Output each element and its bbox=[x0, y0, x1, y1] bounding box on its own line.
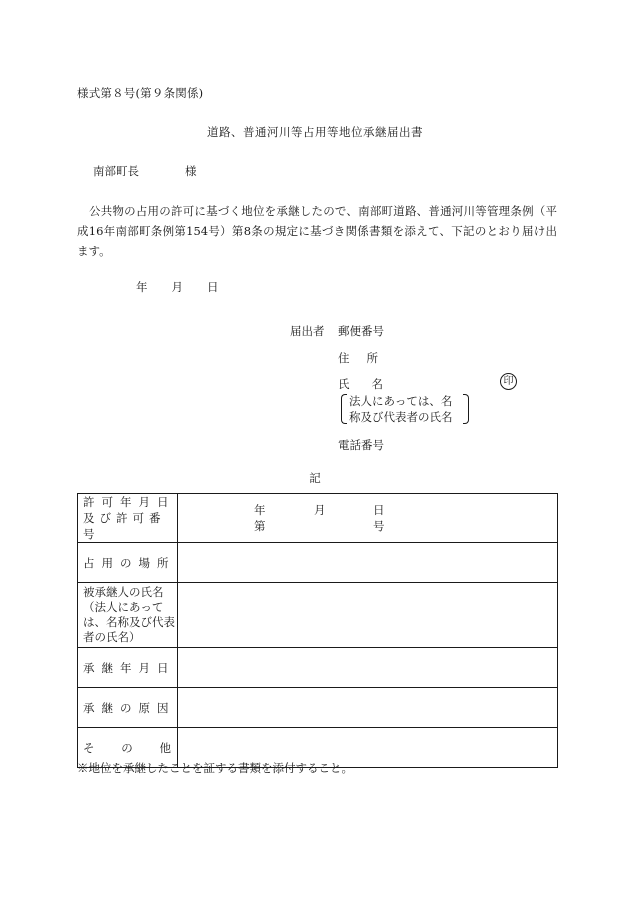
other-label: そ の 他 bbox=[78, 728, 178, 768]
details-table bbox=[77, 493, 558, 768]
occupancy-location-value[interactable] bbox=[178, 543, 558, 583]
predecessor-name-label: 被承継人の氏名 （法人にあって は、名称及び代表 者の氏名） bbox=[78, 583, 178, 648]
permit-number-prefix: 第 bbox=[254, 519, 266, 533]
seal-icon: 印 bbox=[500, 373, 517, 390]
addressee bbox=[93, 163, 197, 179]
predecessor-name-value[interactable] bbox=[178, 583, 558, 648]
table-row bbox=[78, 648, 558, 688]
footnote: ※地位を承継したことを証する書類を添付すること。 bbox=[77, 761, 353, 775]
corporation-note-line1: 法人にあっては、名 bbox=[349, 394, 453, 408]
phone-label: 電話番号 bbox=[338, 438, 384, 452]
table-row bbox=[78, 494, 558, 543]
form-number-label: 様式第８号(第９条関係) bbox=[77, 86, 204, 100]
succession-date-value[interactable] bbox=[178, 648, 558, 688]
corporation-note bbox=[341, 393, 469, 425]
date-month: 月 bbox=[171, 280, 183, 294]
permit-number-suffix: 号 bbox=[373, 519, 385, 533]
succession-reason-value[interactable] bbox=[178, 688, 558, 728]
table-row bbox=[78, 543, 558, 583]
table-row bbox=[78, 688, 558, 728]
permit-year: 年 bbox=[254, 503, 266, 517]
bracket-left-icon bbox=[341, 394, 347, 424]
permit-day: 日 bbox=[373, 503, 385, 517]
permit-month: 月 bbox=[314, 503, 326, 517]
permit-date-value[interactable] bbox=[178, 494, 558, 543]
date-year: 年 bbox=[136, 280, 148, 294]
address-label: 住所 bbox=[338, 351, 395, 365]
table-row bbox=[78, 583, 558, 648]
succession-reason-label: 承継の原因 bbox=[78, 688, 178, 728]
submission-date bbox=[136, 279, 219, 295]
occupancy-location-label: 占用の場所 bbox=[78, 543, 178, 583]
postal-code-label: 郵便番号 bbox=[338, 324, 384, 338]
ki-heading: 記 bbox=[309, 471, 321, 485]
addressee-name: 南部町長 bbox=[93, 164, 139, 178]
date-day: 日 bbox=[207, 280, 219, 294]
succession-date-label: 承継年月日 bbox=[78, 648, 178, 688]
corporation-note-line2: 称及び代表者の氏名 bbox=[349, 410, 453, 424]
body-paragraph: 公共物の占用の許可に基づく地位を承継したので、南部町道路、普通河川等管理条例（平成16年南部町条例第154号）第8条の規定に基づき関係書類を添えて、下記のとおり届け出ます。 bbox=[77, 204, 557, 258]
name-label: 氏名 bbox=[338, 377, 405, 391]
permit-date-label: 許可年月日 及び許可番号 bbox=[78, 494, 178, 543]
addressee-honorific: 様 bbox=[185, 164, 197, 178]
document-title: 道路、普通河川等占用等地位承継届出書 bbox=[207, 125, 423, 139]
submitter-label: 届出者 bbox=[290, 324, 325, 338]
bracket-right-icon bbox=[463, 394, 469, 424]
